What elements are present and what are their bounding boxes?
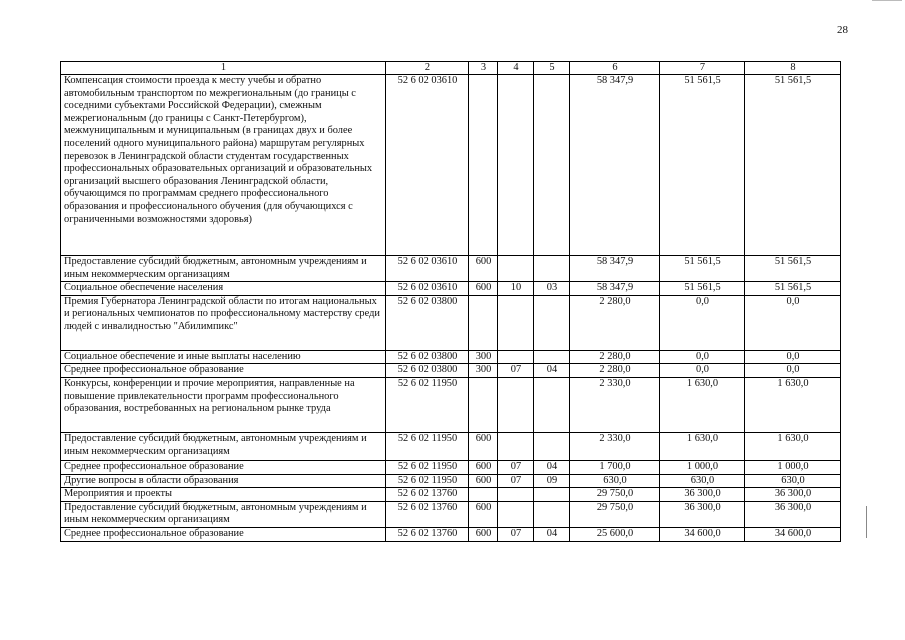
row-col3 <box>469 295 498 350</box>
column-header: 8 <box>745 62 841 75</box>
row-name: Предоставление субсидий бюджетным, автономным учреждениям и иным некоммерческим организациям <box>61 501 386 527</box>
table-row <box>61 527 841 541</box>
row-col5 <box>534 432 570 460</box>
row-value-8: 0,0 <box>745 364 841 378</box>
row-col4: 07 <box>498 460 534 474</box>
row-code: 52 6 02 03800 <box>386 364 469 378</box>
row-col4 <box>498 350 534 364</box>
row-value-7: 51 561,5 <box>660 282 745 296</box>
row-value-7: 630,0 <box>660 474 745 488</box>
table-row <box>61 282 841 296</box>
row-col4 <box>498 488 534 502</box>
row-value-7: 1 630,0 <box>660 377 745 432</box>
row-name: Компенсация стоимости проезда к месту учебы и обратно автомобильным транспортом по межрегиональным (до границы с соседними субъектами Российской Федерации), смежным межрегиональным (до границы с Санкт-Петербургом), межмуниципальным и муниципальным (в границах двух и более поселений одного муниципального района) маршрутам регулярных перевозок в Ленинградской области студентам государственных профессиональных образовательных организаций и образовательных организаций высшего образования Ленинградской области, обучающимся по программам среднего профессионального образования и профессионального обучения (для обучающихся с ограниченными возможностями здоровья) <box>61 75 386 256</box>
row-value-7: 1 630,0 <box>660 432 745 460</box>
row-name: Предоставление субсидий бюджетным, автономным учреждениям и иным некоммерческим организациям <box>61 256 386 282</box>
table-row <box>61 501 841 527</box>
row-value-6: 1 700,0 <box>570 460 660 474</box>
row-code: 52 6 02 13760 <box>386 527 469 541</box>
row-col3: 300 <box>469 364 498 378</box>
row-code: 52 6 02 13760 <box>386 501 469 527</box>
row-code: 52 6 02 03610 <box>386 75 469 256</box>
column-header: 4 <box>498 62 534 75</box>
column-header: 3 <box>469 62 498 75</box>
row-value-7: 0,0 <box>660 364 745 378</box>
row-col3: 600 <box>469 474 498 488</box>
row-value-6: 25 600,0 <box>570 527 660 541</box>
row-code: 52 6 02 03610 <box>386 256 469 282</box>
row-name: Среднее профессиональное образование <box>61 460 386 474</box>
row-col3: 600 <box>469 527 498 541</box>
row-col5 <box>534 295 570 350</box>
table-row <box>61 460 841 474</box>
row-col5: 04 <box>534 460 570 474</box>
row-col4 <box>498 432 534 460</box>
row-col3: 600 <box>469 432 498 460</box>
row-value-6: 2 280,0 <box>570 350 660 364</box>
row-value-8: 1 630,0 <box>745 377 841 432</box>
row-code: 52 6 02 11950 <box>386 432 469 460</box>
row-value-8: 51 561,5 <box>745 75 841 256</box>
row-col5 <box>534 256 570 282</box>
row-value-7: 1 000,0 <box>660 460 745 474</box>
row-value-6: 2 330,0 <box>570 432 660 460</box>
row-value-6: 2 280,0 <box>570 364 660 378</box>
row-col5: 09 <box>534 474 570 488</box>
row-value-8: 51 561,5 <box>745 256 841 282</box>
row-value-8: 51 561,5 <box>745 282 841 296</box>
row-name: Социальное обеспечение населения <box>61 282 386 296</box>
row-value-8: 36 300,0 <box>745 488 841 502</box>
table-row <box>61 377 841 432</box>
column-header: 6 <box>570 62 660 75</box>
row-col4: 07 <box>498 474 534 488</box>
table-row <box>61 75 841 256</box>
row-value-6: 630,0 <box>570 474 660 488</box>
row-value-6: 2 330,0 <box>570 377 660 432</box>
row-name: Среднее профессиональное образование <box>61 364 386 378</box>
row-col5: 03 <box>534 282 570 296</box>
row-code: 52 6 02 11950 <box>386 474 469 488</box>
row-col3 <box>469 377 498 432</box>
row-col3: 600 <box>469 501 498 527</box>
row-col5 <box>534 501 570 527</box>
row-value-8: 1 000,0 <box>745 460 841 474</box>
row-code: 52 6 02 03800 <box>386 295 469 350</box>
row-value-8: 34 600,0 <box>745 527 841 541</box>
row-value-8: 0,0 <box>745 295 841 350</box>
row-value-6: 2 280,0 <box>570 295 660 350</box>
budget-table <box>60 61 841 542</box>
row-col4 <box>498 75 534 256</box>
row-col5 <box>534 377 570 432</box>
row-code: 52 6 02 11950 <box>386 377 469 432</box>
table-row <box>61 295 841 350</box>
row-value-7: 51 561,5 <box>660 256 745 282</box>
table-row <box>61 350 841 364</box>
row-col3: 600 <box>469 460 498 474</box>
table-row <box>61 364 841 378</box>
column-header: 5 <box>534 62 570 75</box>
row-col3: 600 <box>469 282 498 296</box>
row-name: Среднее профессиональное образование <box>61 527 386 541</box>
row-code: 52 6 02 11950 <box>386 460 469 474</box>
row-value-7: 0,0 <box>660 350 745 364</box>
row-col5: 04 <box>534 527 570 541</box>
row-value-7: 34 600,0 <box>660 527 745 541</box>
row-col3: 600 <box>469 256 498 282</box>
row-col5: 04 <box>534 364 570 378</box>
page-number: 28 <box>837 24 848 36</box>
row-col4 <box>498 377 534 432</box>
row-col3 <box>469 488 498 502</box>
row-value-6: 29 750,0 <box>570 501 660 527</box>
row-col4: 07 <box>498 527 534 541</box>
row-col5 <box>534 350 570 364</box>
row-col3: 300 <box>469 350 498 364</box>
row-value-6: 58 347,9 <box>570 282 660 296</box>
row-col4: 10 <box>498 282 534 296</box>
column-header: 1 <box>61 62 386 75</box>
row-name: Конкурсы, конференции и прочие мероприятия, направленные на повышение привлекательности программ профессионального образования, востребованных на региональном рынке труда <box>61 377 386 432</box>
row-value-6: 58 347,9 <box>570 75 660 256</box>
row-value-7: 36 300,0 <box>660 501 745 527</box>
table-row <box>61 432 841 460</box>
header-row <box>61 62 841 75</box>
row-code: 52 6 02 03610 <box>386 282 469 296</box>
row-name: Другие вопросы в области образования <box>61 474 386 488</box>
table-row <box>61 256 841 282</box>
row-value-7: 51 561,5 <box>660 75 745 256</box>
row-value-6: 58 347,9 <box>570 256 660 282</box>
row-value-7: 36 300,0 <box>660 488 745 502</box>
row-name: Мероприятия и проекты <box>61 488 386 502</box>
row-value-8: 630,0 <box>745 474 841 488</box>
table-row <box>61 488 841 502</box>
column-header: 2 <box>386 62 469 75</box>
row-name: Предоставление субсидий бюджетным, автономным учреждениям и иным некоммерческим организациям <box>61 432 386 460</box>
row-code: 52 6 02 13760 <box>386 488 469 502</box>
row-value-8: 0,0 <box>745 350 841 364</box>
scan-artifact-line <box>866 506 867 538</box>
row-value-8: 1 630,0 <box>745 432 841 460</box>
row-col4 <box>498 295 534 350</box>
row-value-8: 36 300,0 <box>745 501 841 527</box>
scan-edge-mark <box>872 0 902 1</box>
row-col4 <box>498 256 534 282</box>
row-name: Премия Губернатора Ленинградской области по итогам национальных и региональных чемпионатов по профессиональному мастерству среди людей с инвалидностью "Абилимпикс" <box>61 295 386 350</box>
row-col3 <box>469 75 498 256</box>
row-col4: 07 <box>498 364 534 378</box>
table-row <box>61 474 841 488</box>
row-code: 52 6 02 03800 <box>386 350 469 364</box>
row-col5 <box>534 488 570 502</box>
column-header: 7 <box>660 62 745 75</box>
row-value-6: 29 750,0 <box>570 488 660 502</box>
row-col4 <box>498 501 534 527</box>
row-name: Социальное обеспечение и иные выплаты населению <box>61 350 386 364</box>
row-value-7: 0,0 <box>660 295 745 350</box>
row-col5 <box>534 75 570 256</box>
